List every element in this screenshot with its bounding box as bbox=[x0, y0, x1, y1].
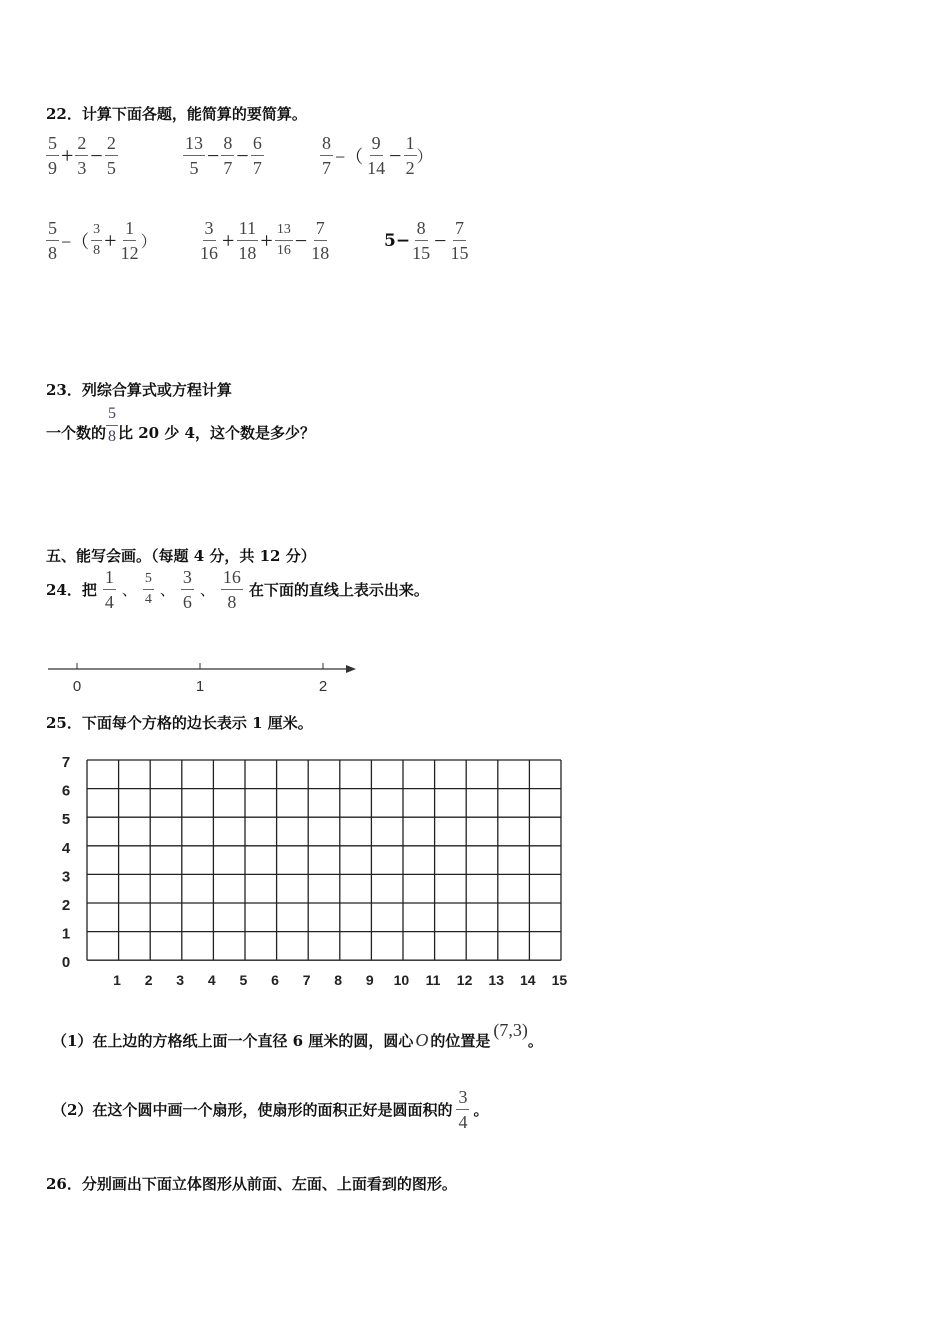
fraction: $\frac{8}{7}$ bbox=[223, 133, 233, 178]
grid-x-label: 1 bbox=[113, 972, 121, 989]
q25-part2: （2）在这个圆中画一个扇形，使扇形的面积正好是圆面积的 $\frac{3}{4}$ 。 bbox=[52, 1087, 489, 1132]
fraction: $\frac{5}{9}$ bbox=[48, 133, 57, 178]
q22-expr-3: $\frac{8}{7}$ −（ $\frac{9}{14}$ − $\frac{1}{2}$ ） bbox=[322, 133, 433, 178]
q25-part1: （1）在上边的方格纸上面一个直径 6 厘米的圆，圆心 O 的位置是 (7,3) 。 bbox=[52, 1020, 543, 1050]
grid-x-label: 15 bbox=[551, 972, 568, 989]
grid-x-label: 3 bbox=[176, 972, 185, 989]
q24-question: 24．把 $\frac{1}{4}$ 、 $\frac{5}{4}$ 、 $\frac{3}{6}$ 、 $\frac{16}{8}$ 在下面的直线上表示出来。 bbox=[46, 567, 429, 612]
fraction: $\frac{5}{4}$ bbox=[144, 571, 152, 607]
fraction: $\frac{6}{7}$ bbox=[252, 133, 262, 178]
grid-lines bbox=[87, 760, 561, 960]
grid-y-label: 1 bbox=[61, 925, 71, 943]
grid-y-label: 0 bbox=[61, 954, 71, 972]
grid-x-label: 8 bbox=[334, 972, 343, 989]
grid-x-label: 11 bbox=[425, 972, 441, 989]
fraction: $\frac{2}{3}$ bbox=[77, 133, 87, 178]
q22-expr-5: $\frac{3}{16}$ + $\frac{11}{18}$ + $\frac{13}{16}$ − $\frac{7}{18}$ bbox=[200, 218, 330, 263]
fraction: $\frac{13}{5}$ bbox=[185, 133, 203, 178]
section5-title: 五、能写会画。（每题 4 分，共 12 分） bbox=[46, 547, 316, 565]
grid-y-labels bbox=[62, 754, 71, 971]
grid-paper bbox=[50, 745, 580, 995]
grid-x-label: 12 bbox=[456, 972, 473, 989]
fraction: $\frac{3}{16}$ bbox=[200, 218, 218, 263]
grid-x-label: 14 bbox=[520, 972, 536, 989]
q22-title: 22．计算下面各题，能简算的要简算。 bbox=[46, 105, 307, 123]
fraction: $\frac{3}{6}$ bbox=[182, 567, 192, 612]
grid-x-label: 9 bbox=[365, 972, 374, 989]
grid-x-label: 5 bbox=[239, 972, 248, 989]
fraction: $\frac{8}{15}$ bbox=[412, 218, 431, 263]
fraction: $\frac{1}{2}$ bbox=[405, 133, 415, 178]
grid-x-label: 10 bbox=[393, 972, 410, 989]
grid-x-label: 2 bbox=[144, 972, 153, 989]
grid-x-label: 7 bbox=[302, 972, 311, 989]
q25-title: 25．下面每个方格的边长表示 1 厘米。 bbox=[46, 714, 313, 732]
tick-label: 2 bbox=[318, 678, 328, 695]
grid-y-label: 5 bbox=[61, 811, 71, 829]
fraction: $\frac{1}{4}$ bbox=[104, 567, 114, 612]
q22-expr-4: $\frac{5}{8}$ −（ $\frac{3}{8}$ + $\frac{1}{12}$ ） bbox=[48, 218, 157, 263]
grid-x-label: 6 bbox=[271, 972, 279, 989]
grid-y-label: 3 bbox=[61, 868, 71, 886]
fraction: $\frac{5}{8}$ bbox=[48, 218, 57, 263]
fraction: $\frac{3}{8}$ bbox=[93, 222, 101, 258]
grid-y-label: 2 bbox=[61, 897, 71, 914]
grid-y-label: 7 bbox=[61, 754, 71, 771]
grid-y-label: 6 bbox=[61, 782, 71, 800]
fraction: $\frac{9}{14}$ bbox=[367, 133, 386, 178]
tick-label: 0 bbox=[72, 678, 82, 695]
q22-expr-1: $\frac{5}{9}$ + $\frac{2}{3}$ − $\frac{2}{5}$ bbox=[48, 133, 116, 178]
fraction: $\frac{8}{7}$ bbox=[322, 133, 331, 178]
fraction: $\frac{13}{16}$ bbox=[276, 222, 291, 258]
fraction: $\frac{2}{5}$ bbox=[106, 133, 116, 178]
q22-expr-2: $\frac{13}{5}$ − $\frac{8}{7}$ − $\frac{6}{7}$ bbox=[185, 133, 262, 178]
grid-x-labels bbox=[113, 972, 567, 988]
fraction: $\frac{3}{4}$ bbox=[458, 1087, 468, 1132]
number-line-arrow bbox=[346, 665, 356, 673]
grid-x-label: 4 bbox=[207, 972, 216, 989]
number-line bbox=[40, 655, 370, 700]
q23-title: 23．列综合算式或方程计算 bbox=[46, 381, 232, 399]
q23-question: 一个数的 $\frac{5}{8}$ 比 20 少 4，这个数是多少？ bbox=[46, 405, 315, 445]
fraction: $\frac{16}{8}$ bbox=[222, 567, 241, 612]
fraction: $\frac{1}{12}$ bbox=[120, 218, 139, 263]
tick-label: 1 bbox=[195, 678, 205, 695]
grid-x-label: 13 bbox=[488, 972, 504, 989]
q26-title: 26．分别画出下面立体图形从前面、左面、上面看到的图形。 bbox=[46, 1175, 457, 1193]
fraction: $\frac{7}{18}$ bbox=[311, 218, 330, 263]
q22-expr-6: 5− $\frac{8}{15}$ − $\frac{7}{15}$ bbox=[384, 218, 469, 263]
fraction: $\frac{5}{8}$ bbox=[108, 405, 117, 445]
fraction: $\frac{11}{18}$ bbox=[238, 218, 257, 263]
fraction: $\frac{7}{15}$ bbox=[450, 218, 469, 263]
grid-y-label: 4 bbox=[61, 839, 71, 857]
